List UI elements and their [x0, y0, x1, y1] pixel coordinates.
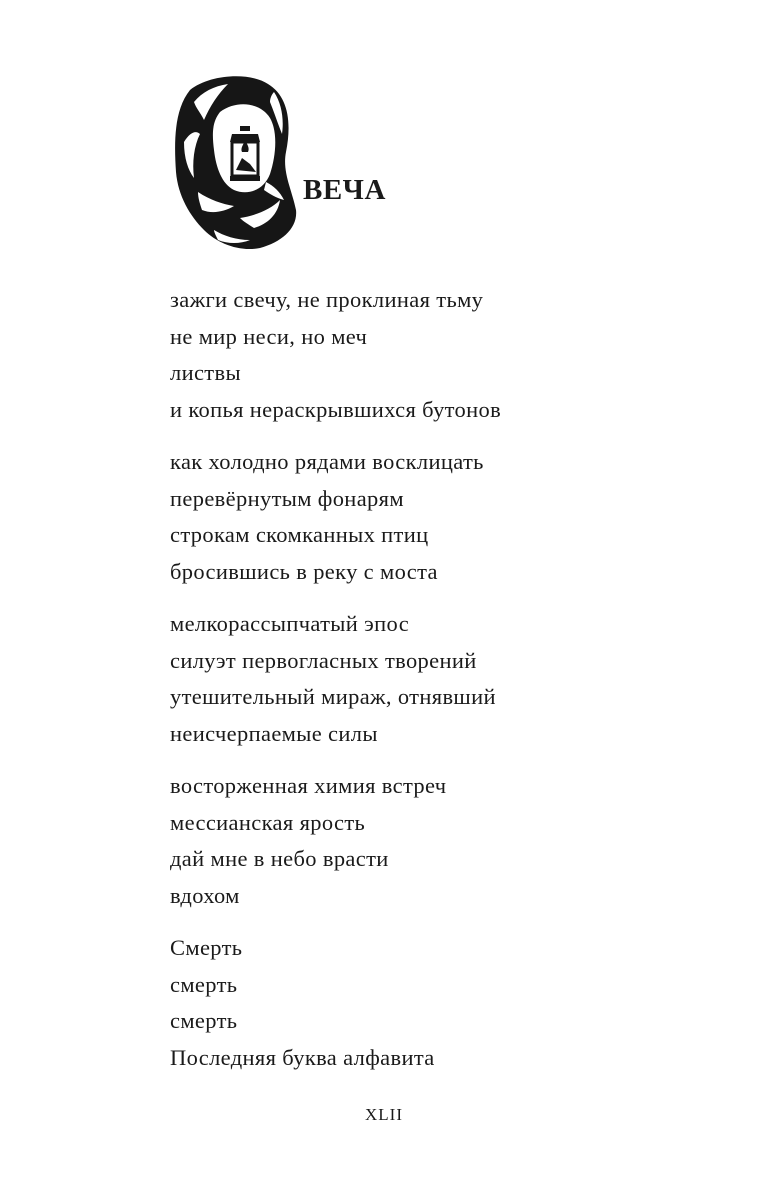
poem-line: Последняя буква алфавита: [170, 1044, 435, 1070]
poem-line: бросившись в реку с моста: [170, 558, 438, 584]
poem-line: и копья нераскрывшихся бутонов: [170, 396, 502, 422]
poem-line: как холодно рядами восклицать: [170, 449, 484, 474]
poem-line: строкам скомканных птиц: [170, 522, 429, 547]
poem-line: листвы: [170, 360, 241, 385]
lantern-icon: [230, 126, 260, 181]
poem-line: мелкорассыпчатый эпос: [170, 611, 410, 636]
stanza-1: [170, 282, 690, 428]
hooded-figure-lantern-illustration: [170, 72, 300, 252]
poem-body: [170, 282, 690, 1092]
page-number: XLII: [365, 1105, 403, 1124]
stanza-4: [170, 768, 690, 914]
poem-line: вдохом: [170, 882, 240, 908]
stanza-5: [170, 930, 690, 1076]
poem-line: перевёрнутым фонарям: [170, 485, 404, 511]
poem-line: смерть: [170, 1008, 238, 1033]
poem-line: Смерть: [170, 935, 243, 960]
poem-line: неисчерпаемые силы: [170, 720, 378, 746]
poem-title: ВЕЧА: [303, 174, 386, 206]
poem-line: мессианская ярость: [170, 809, 366, 835]
poem-line: зажги свечу, не проклиная тьму: [170, 287, 484, 312]
poem-line: силуэт первогласных творений: [170, 647, 477, 673]
stanza-2: [170, 444, 690, 590]
poem-line: восторженная химия встреч: [170, 773, 447, 798]
stanza-3: [170, 606, 690, 752]
poem-line: дай мне в небо врасти: [170, 846, 389, 871]
poem-line: смерть: [170, 971, 238, 997]
poem-line: утешительный мираж, отнявший: [170, 684, 496, 709]
poem-line: не мир неси, но меч: [170, 323, 368, 349]
